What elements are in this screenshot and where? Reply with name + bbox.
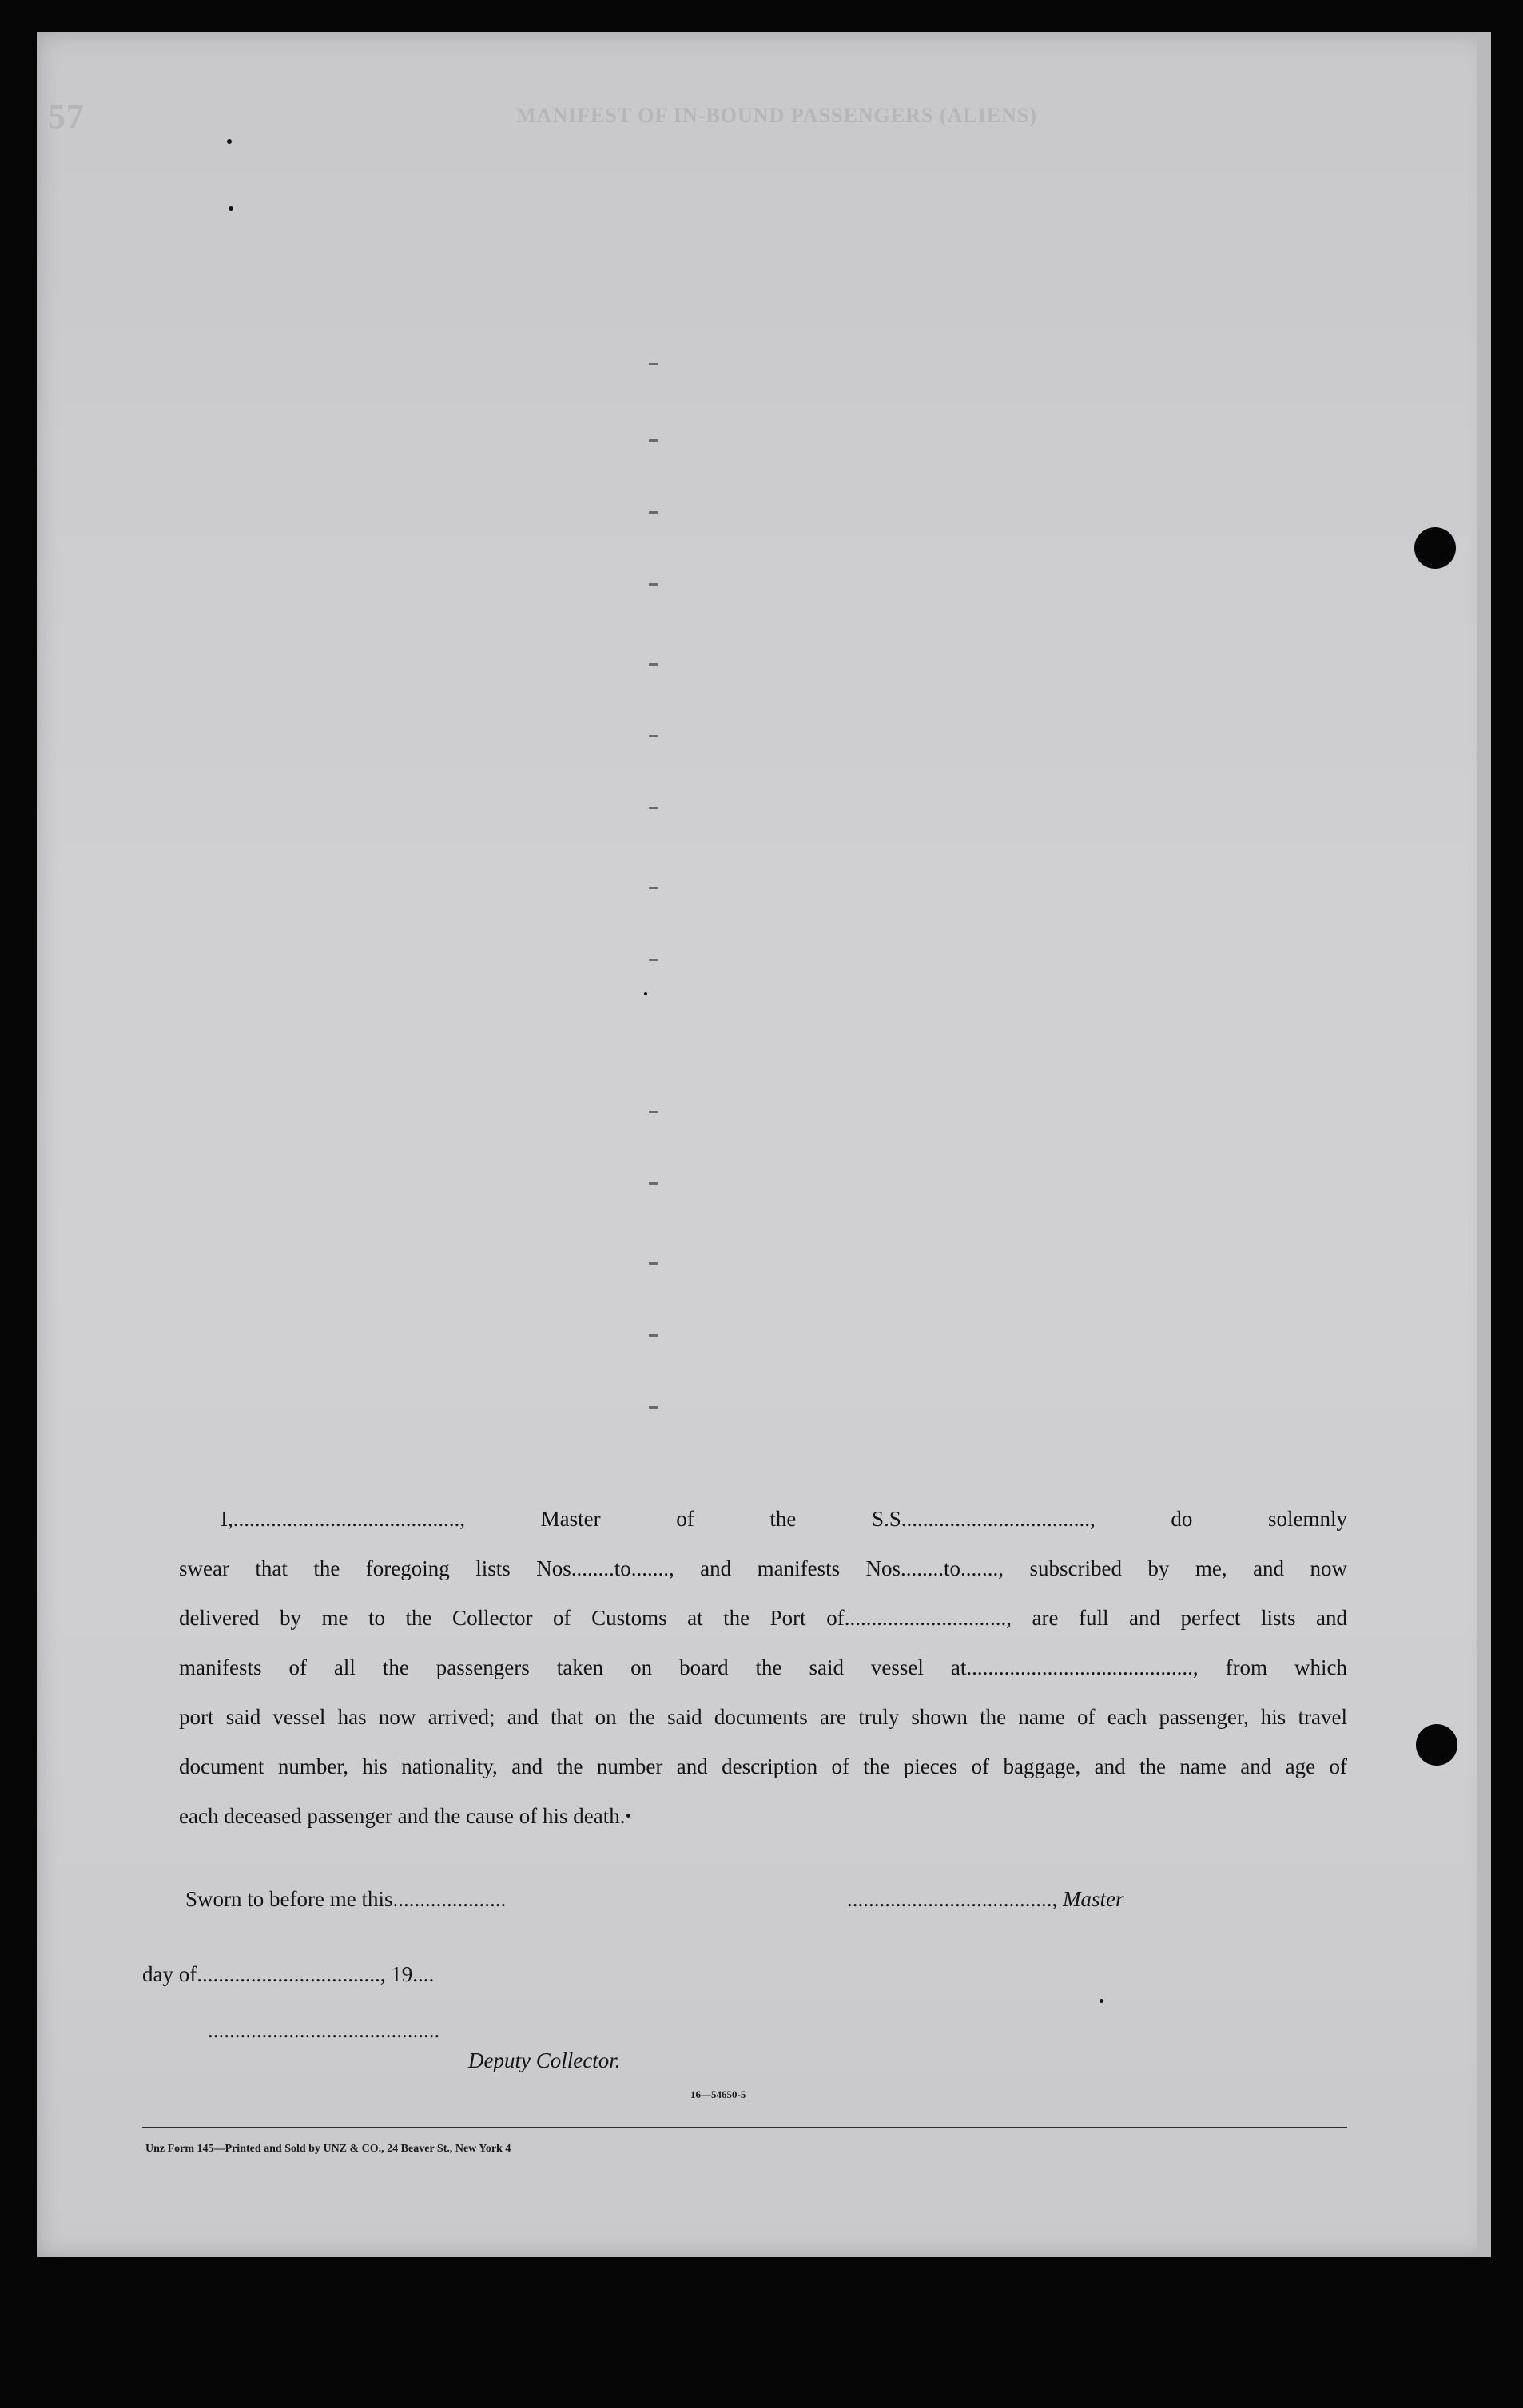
- footer-rule: [142, 2127, 1347, 2128]
- column-tick: [649, 1182, 658, 1185]
- punch-hole-top: [1414, 527, 1456, 569]
- oath-line: manifests of all the passengers taken on board the said vessel at.........................................., from which: [179, 1655, 1347, 1679]
- page-edge-shadow: [1477, 32, 1491, 2257]
- collector-blank: ...........................................: [208, 2018, 440, 2042]
- column-tick: [649, 363, 658, 365]
- form-number: 16—54650-5: [690, 2088, 746, 2100]
- column-tick: [649, 511, 658, 514]
- sworn-label: Sworn to before me this: [185, 1887, 393, 1911]
- oath-line: document number, his nationality, and the number and description of the pieces of baggage, and the name and age of: [179, 1754, 1347, 1778]
- sworn-blank: .....................: [392, 1887, 507, 1911]
- deputy-collector-text: Deputy Collector.: [468, 2048, 621, 2072]
- master-signature-line: [847, 1887, 1124, 1912]
- oath-paragraph: [179, 1494, 1347, 1841]
- day-text: day of.................................., 19....: [142, 1962, 435, 1986]
- ink-speck: [1100, 1999, 1103, 2003]
- oath-line: swear that the foregoing lists Nos........to......., and manifests Nos........to......., subscribed by me, and now: [179, 1556, 1347, 1580]
- sworn-line: [185, 1887, 506, 1912]
- document-page: [37, 32, 1491, 2257]
- column-tick: [649, 1111, 658, 1113]
- deputy-collector-label: [468, 2048, 620, 2073]
- day-line: [142, 1962, 434, 1987]
- column-tick: [649, 887, 658, 889]
- collector-blank-line: [208, 2018, 439, 2043]
- master-blank: ......................................,: [847, 1887, 1063, 1911]
- column-tick: [649, 583, 658, 586]
- faint-manifest-title: MANIFEST OF IN-BOUND PASSENGERS (ALIENS): [516, 104, 1038, 127]
- ink-speck: [644, 992, 647, 995]
- column-tick: [649, 807, 658, 809]
- master-label: Master: [1063, 1887, 1124, 1911]
- column-tick: [649, 1406, 658, 1409]
- printer-line: Unz Form 145—Printed and Sold by UNZ & CO., 24 Beaver St., New York 4: [145, 2143, 511, 2155]
- faint-page-number: 57: [48, 97, 85, 136]
- column-tick: [649, 663, 658, 666]
- column-tick: [649, 735, 658, 737]
- column-tick: [649, 1334, 658, 1337]
- punch-hole-bottom: [1416, 1724, 1457, 1766]
- column-tick: [649, 439, 658, 442]
- oath-line: port said vessel has now arrived; and that on the said documents are truly shown the name of each passenger, his travel: [179, 1705, 1347, 1729]
- column-tick: [649, 959, 658, 961]
- column-tick: [649, 1262, 658, 1265]
- oath-line: I,.........................................., Master of the S.S..................................., do solemnly: [221, 1507, 1347, 1531]
- ink-speck: [227, 139, 232, 144]
- ink-speck: [229, 206, 233, 211]
- oath-line: each deceased passenger and the cause of his death.: [179, 1804, 626, 1828]
- oath-line: delivered by me to the Collector of Customs at the Port of.............................., are full and perfect lists and: [179, 1606, 1347, 1630]
